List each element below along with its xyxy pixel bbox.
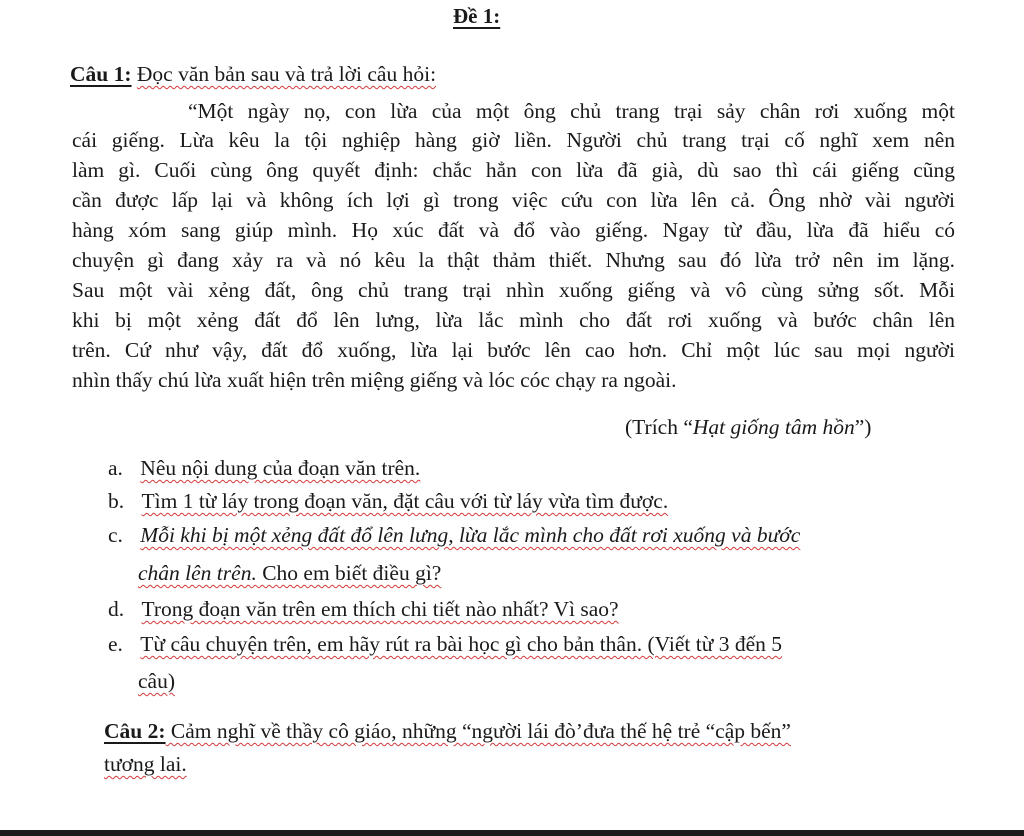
question-a: a. Nêu nội dung của đoạn văn trên. xyxy=(108,456,421,480)
passage-line: nhìn thấy chú lừa xuất hiện trên miệng giếng và lóc cóc chạy ra ngoài. xyxy=(72,368,677,392)
question-1-label: Câu 1: xyxy=(70,62,132,86)
question-2-cont: tương lai. xyxy=(104,752,187,776)
passage-line: chuyện gì đang xảy ra và nó kêu la thật thảm thiết. Nhưng sau đó lừa trở nên im lặng. xyxy=(72,248,955,272)
passage-line: làm gì. Cuối cùng ông quyết định: chắc hẳn con lừa đã già, dù sao thì cái giếng cũng xyxy=(72,158,955,182)
exam-title: Đề 1: xyxy=(453,4,501,28)
passage-line: cần được lấp lại và không ích lợi gì trong việc cứu con lừa lên cả. Ông nhờ vài người xyxy=(72,188,955,212)
question-1-prompt: Đọc văn bản sau và trả lời câu hỏi: xyxy=(136,62,437,86)
question-1-heading xyxy=(70,60,436,88)
question-2: Câu 2: Cảm nghĩ về thầy cô giáo, những “người lái đò’đưa thế hệ trẻ “cập bến” xyxy=(104,719,791,743)
passage-line: hàng xóm sang giúp mình. Họ xúc đất và đổ vào giếng. Ngay từ đầu, lừa đã hiểu có xyxy=(72,218,955,242)
passage-line: “Một ngày nọ, con lừa của một ông chủ trang trại sảy chân rơi xuống một xyxy=(188,99,955,123)
source-title: Hạt giống tâm hồn xyxy=(692,415,855,439)
question-c-cont: chân lên trên. Cho em biết điều gì? xyxy=(138,561,442,585)
question-e-cont: câu) xyxy=(138,669,175,693)
passage-source: (Trích “Hạt giống tâm hồn”) xyxy=(625,415,872,439)
question-b: b. Tìm 1 từ láy trong đoạn văn, đặt câu với từ láy vừa tìm được. xyxy=(108,489,669,513)
question-c: c. Mỗi khi bị một xẻng đất đổ lên lưng, lừa lắc mình cho đất rơi xuống và bước xyxy=(108,523,801,547)
passage-line: Sau một vài xẻng đất, ông chủ trang trại nhìn xuống giếng và vô cùng sửng sốt. Mỗi xyxy=(72,278,955,302)
question-2-label: Câu 2: xyxy=(104,719,166,743)
passage-line: trên. Cứ như vậy, đất đổ xuống, lừa lại bước lên cao hơn. Chỉ một lúc sau mọi người xyxy=(72,338,955,362)
question-d: d. Trong đoạn văn trên em thích chi tiết nào nhất? Vì sao? xyxy=(108,597,619,621)
question-e: e. Từ câu chuyện trên, em hãy rút ra bài học gì cho bản thân. (Viết từ 3 đến 5 xyxy=(108,632,783,656)
bottom-edge xyxy=(0,830,1024,836)
passage-line: khi bị một xẻng đất đổ lên lưng, lừa lắc mình cho đất rơi xuống và bước chân lên xyxy=(72,308,955,332)
passage-line: cái giếng. Lừa kêu la tội nghiệp hàng giờ liền. Người chủ trang trại cố nghĩ xem nên xyxy=(72,128,955,152)
